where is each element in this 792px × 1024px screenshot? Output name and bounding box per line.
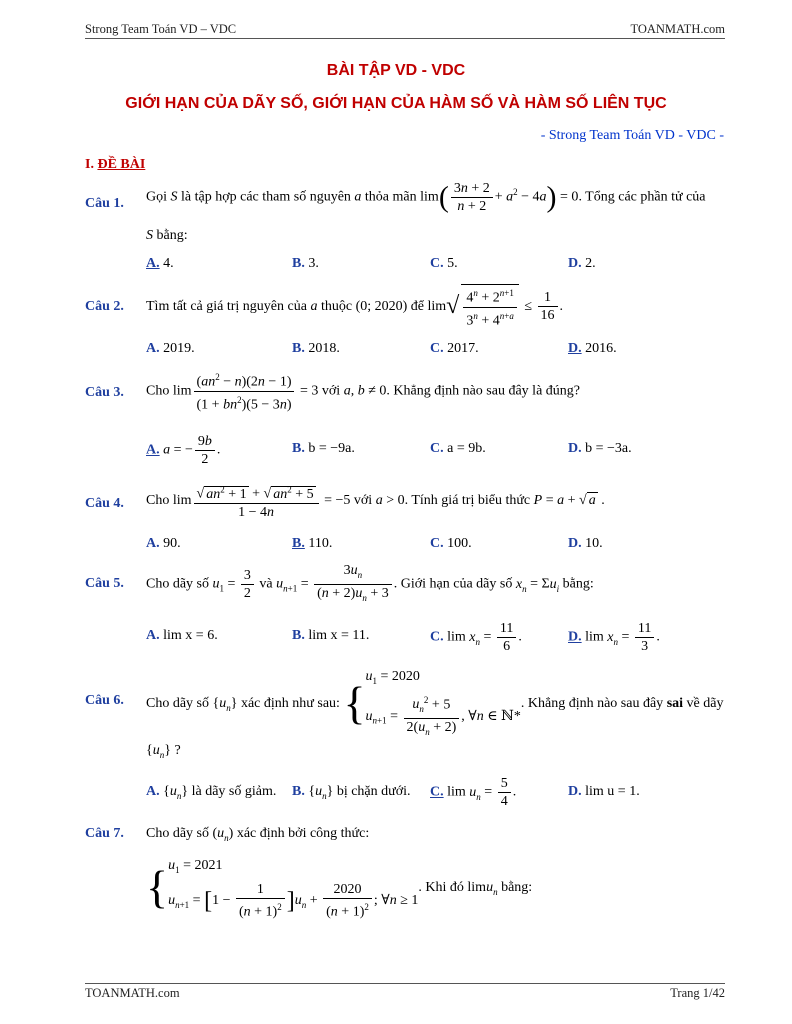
question-1-line2: S bằng: bbox=[146, 228, 188, 243]
question-3-option-a[interactable]: A. a = − $\frac{9b}{2}$ . bbox=[146, 434, 221, 467]
footer-page-number: Trang 1/42 bbox=[670, 986, 725, 1000]
question-2-option-a[interactable]: A. 2019. bbox=[146, 341, 195, 356]
question-4-option-d[interactable]: D. 10. bbox=[568, 536, 603, 551]
question-4-label: Câu 4. bbox=[85, 496, 124, 511]
section-heading bbox=[85, 157, 145, 173]
question-4-option-a[interactable]: A. 90. bbox=[146, 536, 181, 551]
question-1-option-c[interactable]: C. 5. bbox=[430, 256, 458, 271]
question-7-label: Câu 7. bbox=[85, 826, 124, 841]
question-3-option-d[interactable]: D. b = −3a. bbox=[568, 441, 632, 456]
question-7-system: { $u_1 = 2021$ $u_{n+1} = [1$ − $\frac{1}{(n + 1)^2}$ ]$u_n$ + $\frac{2020}{(n + 1)^2}$ ; ∀n ≥ 1 . Khi đó limu$_n$ bằng: bbox=[146, 858, 533, 920]
question-1-option-d[interactable]: D. 2. bbox=[568, 256, 596, 271]
footer-divider bbox=[85, 983, 725, 984]
section-number: I. bbox=[85, 157, 98, 172]
question-6-option-c[interactable]: C. $\lim u_n$ = $\frac{5}{4}$ . bbox=[430, 776, 517, 809]
question-6-option-a[interactable]: A. $\{u_n\}$ là dãy số giảm. bbox=[146, 784, 277, 801]
question-5-option-b[interactable]: B. lim x = 11. bbox=[292, 628, 370, 643]
question-4-option-c[interactable]: C. 100. bbox=[430, 536, 472, 551]
question-3-label: Câu 3. bbox=[85, 385, 124, 400]
question-1-label: Câu 1. bbox=[85, 196, 124, 211]
question-5-option-a[interactable]: A. lim x = 6. bbox=[146, 628, 218, 643]
header-divider bbox=[85, 38, 725, 39]
question-3-text: Cho lim $\frac{(an^2 - n)(2n - 1)}{(1 + bn^2)(5 - 3n)}$ = 3 với a, b ≠ 0. Khẳng định nào sau đây là đúng? bbox=[146, 369, 580, 413]
question-2-option-b[interactable]: B. 2018. bbox=[292, 341, 340, 356]
page-subtitle: GIỚI HẠN CỦA DÃY SỐ, GIỚI HẠN CỦA HÀM SỐ VÀ HÀM SỐ LIÊN TỤC bbox=[125, 95, 667, 112]
header-right: TOANMATH.com bbox=[630, 22, 725, 36]
footer-left: TOANMATH.com bbox=[85, 986, 180, 1000]
question-2-option-d[interactable]: D. 2016. bbox=[568, 341, 617, 356]
question-7-text: Cho dãy số $(u_n)$ xác định bởi công thức: bbox=[146, 826, 370, 843]
question-2-label: Câu 2. bbox=[85, 299, 124, 314]
question-6-line2: $\{u_n\}$ ? bbox=[146, 743, 181, 760]
question-6-text: Cho dãy số $\{u_n\}$ xác định như sau: { $u_1 = 2020$ $u_{n+1}$ = $\frac{u_n^2 + 5}{2(u_n + 2)}$ , ∀n ∈ ℕ* . Khẳng định nào sau đây sai về dãy bbox=[146, 669, 724, 738]
question-1-option-a[interactable]: A. 4. bbox=[146, 256, 174, 271]
question-3-option-c[interactable]: C. a = 9b. bbox=[430, 441, 486, 456]
question-6-option-d[interactable]: D. lim u = 1. bbox=[568, 784, 640, 799]
question-4-option-b[interactable]: B. 110. bbox=[292, 536, 333, 551]
question-4-text: Cho lim $\frac{√ an^2 + 1 + √ an^2 + 5}{1 - 4n}$ = −5 với a > 0. Tính giá trị biểu thức P = a + √ a . bbox=[146, 481, 605, 521]
question-5-option-c[interactable]: C. $\lim x_n$ = $\frac{11}{6}$ . bbox=[430, 621, 522, 654]
question-2-text: Tìm tất cả giá trị nguyên của a thuộc (0; 2020) để lim√ $\frac{4^n + 2^{n+1}}{3^n + 4^{n+a}}$ ≤ $\frac{1}{16}$ . bbox=[146, 284, 563, 329]
question-5-option-d[interactable]: D. $\lim x_n$ = $\frac{11}{3}$ . bbox=[568, 621, 660, 654]
header-left: Strong Team Toán VD – VDC bbox=[85, 22, 237, 36]
question-6-label: Câu 6. bbox=[85, 693, 124, 708]
question-6-option-b[interactable]: B. $\{u_n\}$ bị chặn dưới. bbox=[292, 784, 411, 801]
question-5-text: Cho dãy số $u_1$ = $\frac{3}{2}$ và $u_{n+1}$ = $\frac{3u_n}{(n + 2)u_n + 3}$ . Giới hạn của dãy số $x_n = \Sigma u_i$ bằng: bbox=[146, 563, 594, 603]
page-title: BÀI TẬP VD - VDC bbox=[326, 62, 466, 79]
question-3-option-b[interactable]: B. b = −9a. bbox=[292, 441, 355, 456]
question-5-label: Câu 5. bbox=[85, 576, 124, 591]
question-1-text: Gọi S là tập hợp các tham số nguyên a thỏa mãn lim( $\frac{3n + 2}{n + 2}$ + $a^2 - 4a) = 0$. Tổng các phần tử của bbox=[146, 180, 706, 214]
question-1-option-b[interactable]: B. 3. bbox=[292, 256, 319, 271]
byline: - Strong Team Toán VD - VDC - bbox=[540, 128, 724, 143]
section-label: ĐỀ BÀI bbox=[97, 157, 146, 172]
question-2-option-c[interactable]: C. 2017. bbox=[430, 341, 479, 356]
